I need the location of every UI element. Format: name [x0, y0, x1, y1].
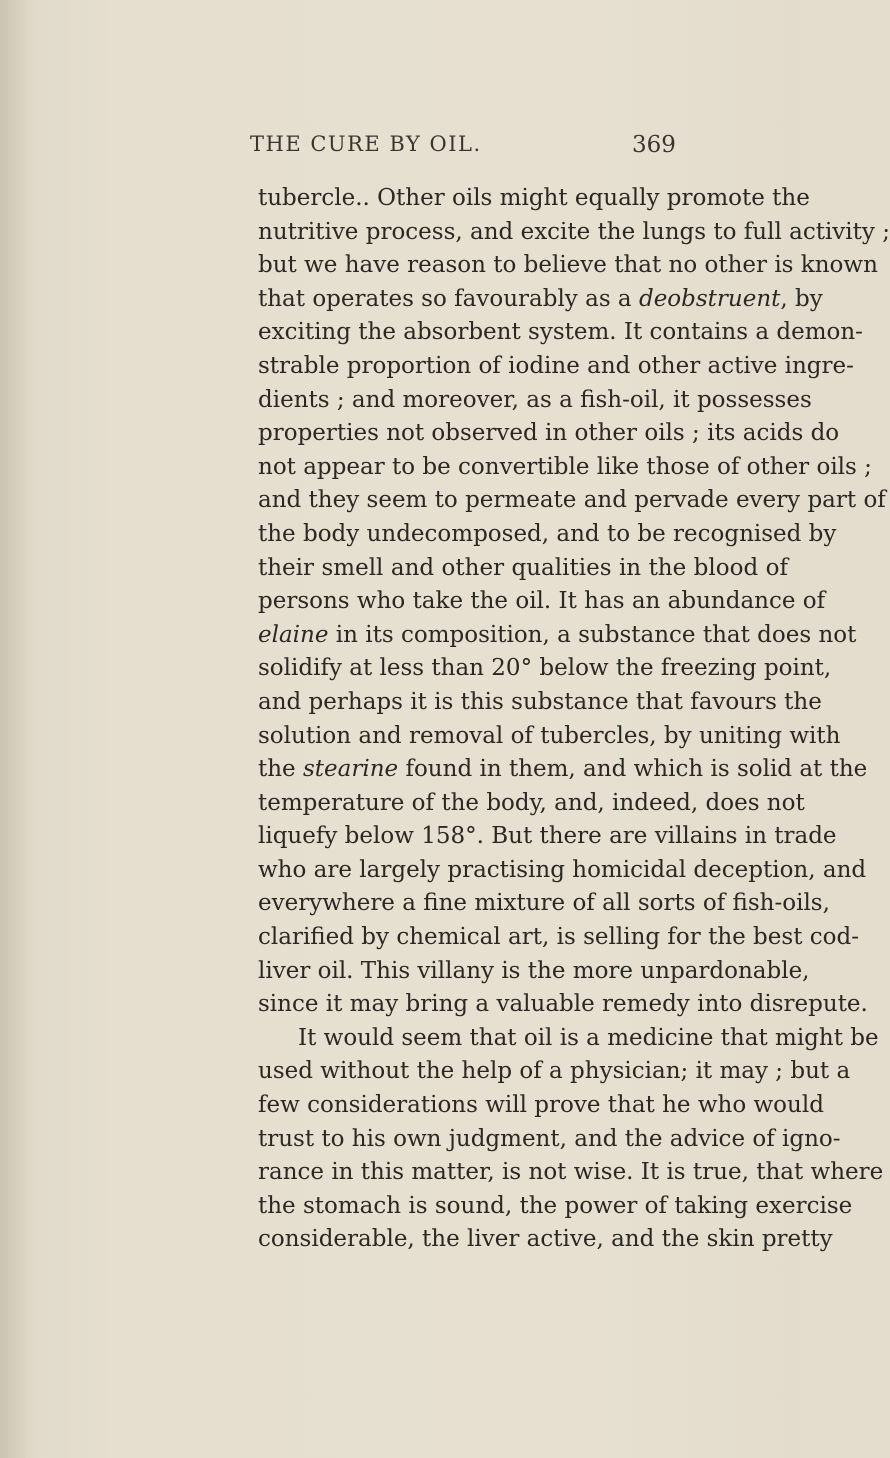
page-header — [0, 132, 800, 168]
text-line: clarified by chemical art, is selling for the best cod- — [258, 924, 859, 951]
text-line: and they seem to permeate and pervade every part of — [258, 487, 886, 514]
text-line: dients ; and moreover, as a fish-oil, it possesses — [258, 386, 812, 413]
italic-term: deobstruent — [638, 285, 781, 312]
text-line: solution and removal of tubercles, by uniting with — [258, 722, 841, 749]
text-line: the body undecomposed, and to be recognised by — [258, 520, 837, 547]
text-line: the stomach is sound, the power of taking exercise — [258, 1192, 853, 1219]
text-line: since it may bring a valuable remedy into disrepute. — [258, 991, 868, 1018]
text-line: who are largely practising homicidal deception, and — [258, 856, 867, 883]
text-line: rance in this matter, is not wise. It is true, that where — [258, 1159, 884, 1186]
text-line: It would seem that oil is a medicine that might be — [298, 1024, 879, 1051]
text-line: persons who take the oil. It has an abundance of — [258, 588, 826, 615]
text-line: exciting the absorbent system. It contains a demon- — [258, 319, 863, 346]
text-line: strable proportion of iodine and other active ingre- — [258, 352, 854, 379]
text-line: elaine in its composition, a substance that does not — [258, 621, 857, 648]
text-line: their smell and other qualities in the blood of — [258, 554, 788, 581]
running-head: THE CURE BY OIL. — [250, 132, 482, 156]
text-line: used without the help of a physician; it may ; but a — [258, 1058, 851, 1085]
body-text — [258, 182, 890, 1257]
page-number: 369 — [632, 132, 676, 158]
text-line: considerable, the liver active, and the skin pretty — [258, 1226, 833, 1253]
text-line: trust to his own judgment, and the advice of igno- — [258, 1125, 841, 1152]
text-line: solidify at less than 20° below the freezing point, — [258, 655, 832, 682]
text-line: the stearine found in them, and which is solid at the — [258, 756, 868, 783]
text-line: nutritive process, and excite the lungs to full activity ; — [258, 218, 890, 245]
text-line: few considerations will prove that he who would — [258, 1092, 824, 1119]
text-line: liver oil. This villany is the more unpardonable, — [258, 957, 810, 984]
italic-term: elaine — [258, 621, 329, 648]
text-line: that operates so favourably as a deobstruent, by — [258, 285, 823, 312]
text-line: temperature of the body, and, indeed, does not — [258, 789, 805, 816]
text-line: liquefy below 158°. But there are villains in trade — [258, 823, 837, 850]
text-line: properties not observed in other oils ; its acids do — [258, 420, 840, 447]
italic-term: stearine — [302, 756, 399, 783]
text-line: everywhere a fine mixture of all sorts of fish-oils, — [258, 890, 830, 917]
text-line: tubercle.. Other oils might equally promote the — [258, 185, 810, 211]
text-line: and perhaps it is this substance that favours the — [258, 688, 822, 715]
page-gutter — [0, 0, 26, 1458]
text-line: but we have reason to believe that no other is known — [258, 252, 878, 279]
text-line: not appear to be convertible like those of other oils ; — [258, 453, 872, 480]
